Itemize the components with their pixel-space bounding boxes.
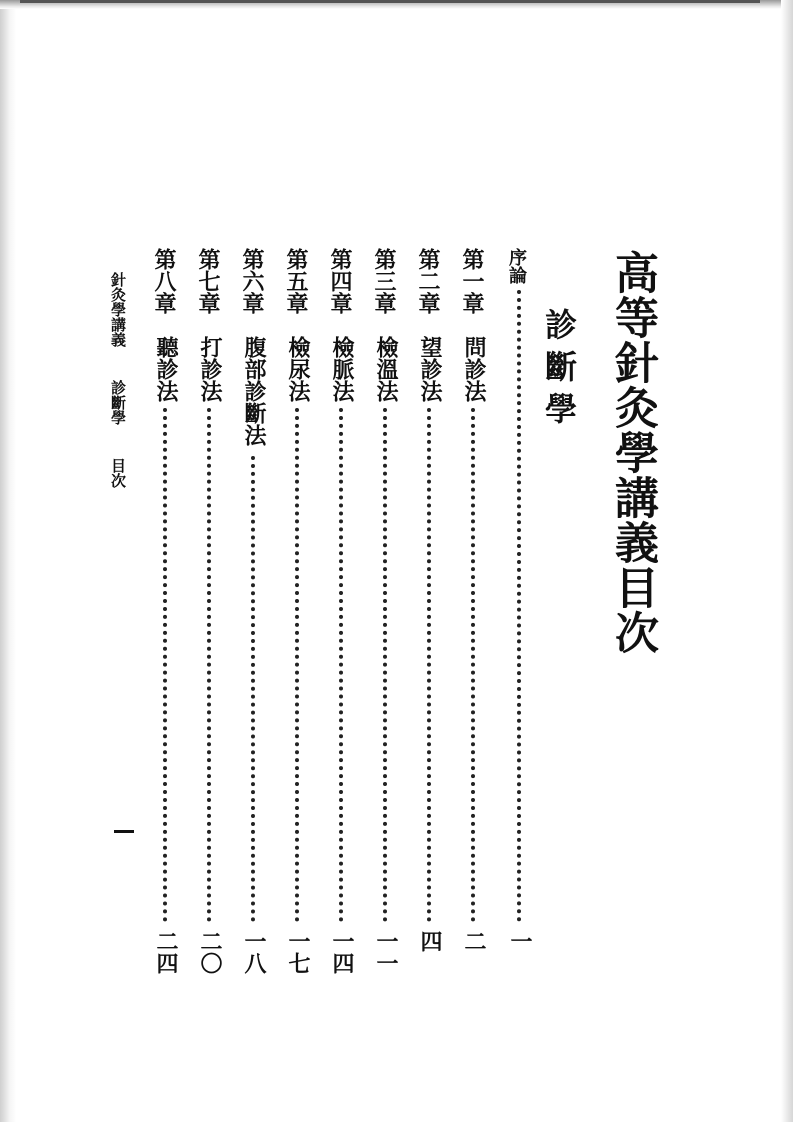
toc-chapter: 第四章 — [327, 248, 353, 314]
toc-entry-ch3[interactable] — [373, 248, 399, 976]
page-left-edge — [0, 0, 16, 1122]
toc-page-number: 二 — [461, 930, 487, 952]
toc-topic: 聽診法 — [153, 336, 179, 402]
toc-topic: 問診法 — [461, 336, 487, 402]
page-title: 高等針灸學講義目次 — [607, 250, 658, 655]
toc-leader-dots — [471, 408, 475, 922]
toc-leader-dots — [207, 408, 211, 922]
toc-leader-dots — [163, 408, 167, 922]
toc-topic: 檢脈法 — [329, 336, 355, 402]
toc-chapter: 第七章 — [195, 248, 221, 314]
toc-chapter: 第八章 — [151, 248, 177, 314]
toc-page-number: 二〇 — [197, 930, 223, 974]
toc-page-number: 四 — [417, 930, 443, 952]
running-footer — [110, 272, 125, 488]
toc-topic: 檢尿法 — [285, 336, 311, 402]
toc-page-number: 二四 — [153, 930, 179, 974]
toc-leader-dots — [517, 290, 521, 922]
footer-section: 診斷學 — [109, 380, 127, 426]
toc-topic: 檢溫法 — [373, 336, 399, 402]
toc-topic: 望診法 — [417, 336, 443, 402]
footer-book-title: 針灸學講義 — [109, 272, 127, 347]
toc-entry-ch6[interactable] — [241, 248, 267, 976]
toc-leader-dots — [251, 456, 255, 922]
toc-entry-ch5[interactable] — [285, 248, 311, 976]
toc-leader-dots — [295, 408, 299, 922]
toc-chapter: 第六章 — [239, 248, 265, 314]
toc-entry-ch2[interactable] — [417, 248, 443, 976]
toc-chapter: 第一章 — [459, 248, 485, 314]
toc-page-number: 一八 — [241, 930, 267, 974]
section-subtitle: 診斷學 — [540, 308, 578, 434]
toc-page-number: 一四 — [329, 930, 355, 974]
toc-entry-ch8[interactable] — [153, 248, 179, 976]
toc-chapter: 第五章 — [283, 248, 309, 314]
toc-leader-dots — [383, 408, 387, 922]
toc-topic: 腹部診斷法 — [241, 336, 267, 446]
toc-chapter: 序論 — [506, 248, 527, 284]
toc-page-number: 一 — [507, 930, 533, 952]
page-right-edge — [781, 0, 793, 1122]
toc-entry-ch1[interactable] — [461, 248, 487, 976]
toc-entry-intro[interactable] — [507, 248, 533, 976]
toc-page-number: 一七 — [285, 930, 311, 974]
toc-chapter: 第三章 — [371, 248, 397, 314]
toc-chapter: 第二章 — [415, 248, 441, 314]
folio-number — [114, 830, 134, 833]
toc-topic: 打診法 — [197, 336, 223, 402]
footer-part: 目次 — [109, 458, 127, 489]
toc-leader-dots — [339, 408, 343, 922]
toc-leader-dots — [427, 408, 431, 922]
toc-entry-ch7[interactable] — [197, 248, 223, 976]
page-top-border — [20, 0, 760, 3]
toc-page-number: 一一 — [373, 930, 399, 974]
toc-entry-ch4[interactable] — [329, 248, 355, 976]
